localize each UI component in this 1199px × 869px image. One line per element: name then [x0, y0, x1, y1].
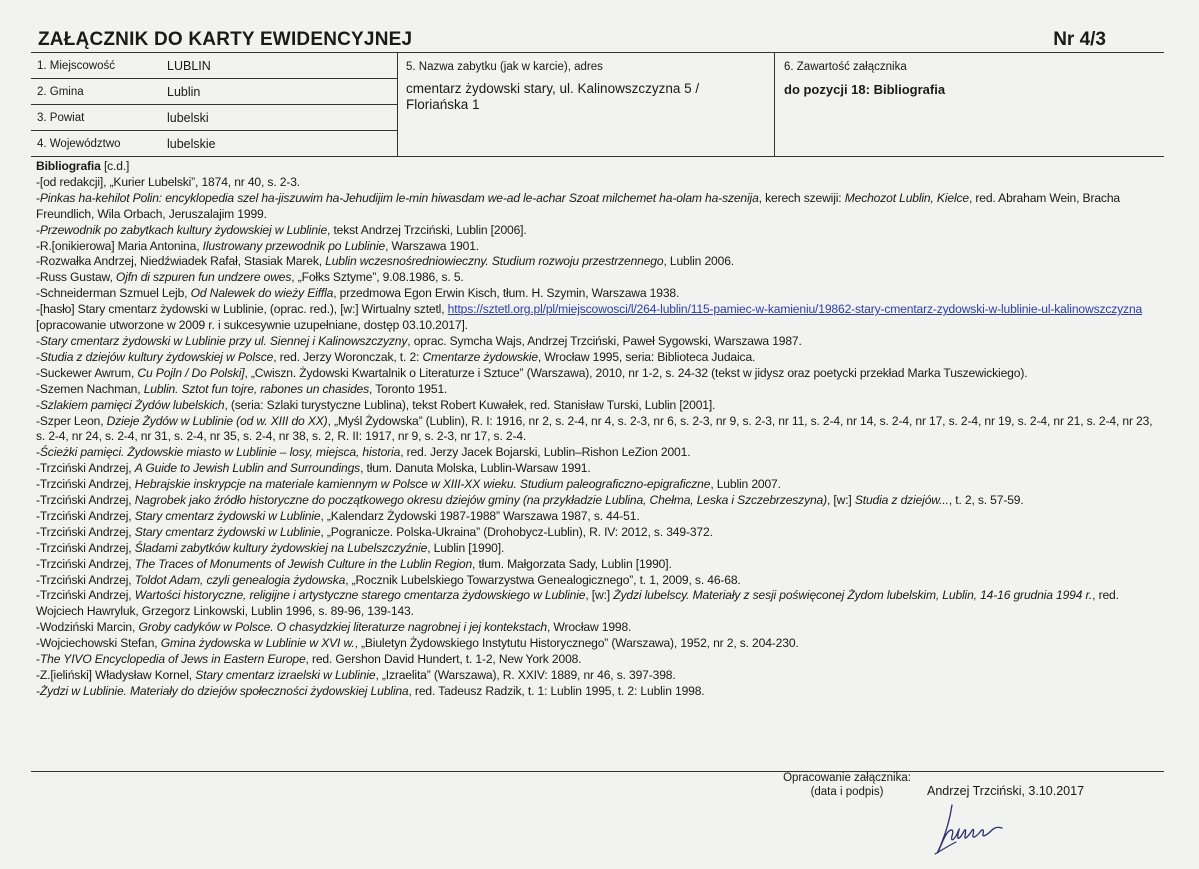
field-gmina [31, 79, 397, 105]
bibliography-title: Lublin wczesnośredniowieczny. Studium rozwoju przestrzennego [325, 254, 664, 269]
bibliography-text: , tłum. Małgorzata Sady, Lublin [1990]. [472, 556, 672, 571]
bibliography-entry [36, 541, 1160, 557]
bibliography-title: Stary cmentarz żydowski w Lublinie [134, 524, 321, 539]
bibliography-text: , red. Wojciech Hawryluk, Grzegorz Linkowski, Lublin 1996, s. 89-96, 139-143. [36, 588, 1119, 619]
bibliography-text: , Warszawa 1901. [385, 238, 480, 253]
bibliography-entry [36, 461, 1160, 477]
bibliography-title: The Traces of Monuments of Jewish Culture in the Lublin Region [134, 556, 473, 571]
bibliography-title: The YIVO Encyclopedia of Jews in Eastern Europe [39, 652, 306, 667]
bibliography-text: - [36, 397, 40, 412]
bibliography-entry [36, 557, 1160, 573]
bibliography-text: , red. Gershon David Hundert, t. 1-2, New York 2008. [305, 652, 582, 667]
bibliography-title: Śladami zabytków kultury żydowskiej na Lubelszczyźnie [134, 540, 428, 555]
bibliography-text: -[od redakcji], „Kurier Lubelski”, 1874, nr 40, s. 2-3. [36, 174, 300, 189]
bibliography-text: , „Pogranicze. Polska-Ukraina” (Drohobycz-Lublin), R. IV: 2012, s. 349-372. [320, 524, 713, 539]
bibliography-text: -Trzciński Andrzej, [36, 540, 135, 555]
bibliography-title: Od Nalewek do wieży Eiffla [190, 286, 334, 301]
signature-stroke [937, 805, 1002, 853]
bibliography-text: , red. Jerzy Jacek Bojarski, Lublin–Rishon LeZion 2001. [400, 445, 691, 460]
bibliography-title: Groby cadyków w Polsce. O chasydzkiej literaturze nagrobnej i jej kontekstach [138, 620, 548, 635]
bibliography-text: , oprac. Symcha Wajs, Andrzej Trzciński, Paweł Sygowski, Warszawa 1987. [407, 333, 802, 348]
bibliography-text: , przedmowa Egon Erwin Kisch, tłum. H. Szymin, Warszawa 1938. [333, 286, 680, 301]
bibliography-text: -R.[onikierowa] Maria Antonina, [36, 238, 203, 253]
handwritten-signature [930, 800, 1030, 860]
document-number: Nr 4/3 [1053, 29, 1106, 50]
bibliography-entry [36, 652, 1160, 668]
bibliography-title: Toldot Adam, czyli genealogia żydowska [134, 572, 346, 587]
bibliography-entry [36, 398, 1160, 414]
bibliography-title: Ilustrowany przewodnik po Lublinie [202, 238, 386, 253]
bibliography-title: Cu Pojln / Do Polski] [137, 365, 245, 380]
field-label: 2. Gmina [37, 86, 84, 98]
field-value: do pozycji 18: Bibliografia [784, 82, 946, 97]
field-powiat [31, 105, 397, 131]
bibliography-text: -Rozwałka Andrzej, Niedźwiadek Rafał, Stasiak Marek, [36, 254, 326, 269]
bibliography-title: Hebrajskie inskrypcje na materiale kamiennym w Polsce w XIII-XX wieku. Studium paleograficzno-epigraficzne [134, 477, 711, 492]
bibliography-text: -Suckewer Awrum, [36, 365, 138, 380]
bibliography-text: -[hasło] Stary cmentarz żydowski w Lublinie, (oprac. red.), [w:] Wirtualny sztetl, [36, 302, 448, 317]
bibliography-entry [36, 636, 1160, 652]
field-label: 6. Zawartość załącznika [784, 61, 907, 73]
field-label: 5. Nazwa zabytku (jak w karcie), adres [406, 61, 603, 73]
field-miejscowosc [31, 53, 397, 79]
bibliography-text: , „Cwiszn. Żydowski Kwartalnik o Literaturze i Sztuce” (Warszawa), 2010, nr 1-2, s. 24-32 (tekst w jidysz oraz poetycki przekład Marka Tuszewickiego). [244, 365, 1028, 380]
bibliography-text: , Lublin 2007. [710, 477, 781, 492]
bibliography-entry [36, 445, 1160, 461]
bibliography-entry [36, 684, 1160, 700]
field-value: Lublin [167, 85, 201, 99]
bibliography-title: Cmentarze żydowskie [422, 349, 538, 364]
bibliography-text: , [w:] [827, 493, 855, 508]
bibliography-title: Stary cmentarz żydowski w Lublinie przy ul. Siennej i Kalinowszczyzny [39, 333, 408, 348]
bibliography-section [36, 159, 1160, 700]
bibliography-entry [36, 668, 1160, 684]
bibliography-text: , Lublin [1990]. [427, 540, 505, 555]
bibliography-entry [36, 270, 1160, 286]
bibliography-text: - [36, 683, 40, 698]
bibliography-text: , „Fołks Sztyme”, 9.08.1986, s. 5. [291, 270, 464, 285]
footer-author-date: Andrzej Trzciński, 3.10.2017 [927, 784, 1085, 798]
field-wojewodztwo [31, 131, 397, 157]
bibliography-title: Szlakiem pamięci Żydów lubelskich [39, 397, 225, 412]
bibliography-text: -Wodziński Marcin, [36, 620, 139, 635]
bibliography-entry [36, 254, 1160, 270]
footer-label [783, 771, 911, 799]
bibliography-text: , [w:] [585, 588, 614, 603]
bibliography-text: , red. Jerzy Woronczak, t. 2: [273, 349, 423, 364]
bibliography-text: , „Biuletyn Żydowskiego Instytutu Historycznego” (Warszawa), 1952, nr 2, s. 204-230. [354, 636, 799, 651]
bibliography-text: -Trzciński Andrzej, [36, 477, 135, 492]
bibliography-text: -Trzciński Andrzej, [36, 588, 135, 603]
location-fields [31, 53, 398, 157]
field-zawartosc [775, 53, 1164, 157]
bibliography-entry [36, 191, 1160, 223]
bibliography-text: , „Izraelita” (Warszawa), R. XXIV: 1889, nr 46, s. 397-398. [375, 668, 676, 682]
bibliography-entry [36, 350, 1160, 366]
field-value: cmentarz żydowski stary, ul. Kalinowszczyzna 5 / Floriańska 1 [406, 81, 700, 112]
bibliography-list [36, 175, 1160, 700]
bibliography-entry [36, 493, 1160, 509]
bibliography-text: [opracowanie utworzone w 2009 r. i sukcesywnie uzupełniane, dostęp 03.10.2017]. [36, 318, 468, 333]
bibliography-entry [36, 525, 1160, 541]
bibliography-text: -Trzciński Andrzej, [36, 524, 135, 539]
bibliography-entry [36, 334, 1160, 350]
signature-stroke [935, 842, 956, 854]
header-table [31, 53, 1164, 157]
bibliography-title: Wartości historyczne, religijne i artystyczne starego cmentarza żydowskiego w Lublinie [134, 588, 586, 603]
bibliography-text: , Wrocław 1995, seria: Biblioteca Judaica. [537, 349, 756, 364]
bibliography-title: Pinkas ha-kehilot Polin: encyklopedia szel ha-jiszuwim ha-Jehudijim le-min hiwasdam we-ad le-achar Szoat milchemet ha-olam ha-szenija [39, 190, 759, 205]
bibliography-text: -Trzciński Andrzej, [36, 556, 135, 571]
bibliography-entry [36, 477, 1160, 493]
bibliography-title: Lublin. Sztot fun tojre, rabones un chasides [143, 381, 370, 396]
bibliography-entry [36, 588, 1160, 620]
bibliography-entry [36, 223, 1160, 239]
bibliography-text: , „Rocznik Lubelskiego Towarzystwa Genealogicznego”, t. 1, 2009, s. 46-68. [345, 572, 741, 587]
bibliography-text: , Wrocław 1998. [547, 620, 632, 635]
field-value: lubelskie [167, 137, 216, 151]
document-title: ZAŁĄCZNIK DO KARTY EWIDENCYJNEJ [38, 29, 413, 50]
bibliography-text: , tekst Andrzej Trzciński, Lublin [2006]. [327, 222, 527, 237]
bibliography-text: , red. Tadeusz Radzik, t. 1: Lublin 1995, t. 2: Lublin 1998. [408, 683, 705, 698]
bibliography-text: -Szper Leon, [36, 413, 107, 428]
bibliography-entry [36, 382, 1160, 398]
bibliography-entry [36, 366, 1160, 382]
bibliography-entry [36, 620, 1160, 636]
field-label: 1. Miejscowość [37, 60, 115, 72]
bibliography-link[interactable]: https://sztetl.org.pl/pl/miejscowosci/l/264-lublin/115-pamiec-w-kamieniu/19862-stary-cmentarz-zydowski-w-lublinie-ul-kalinowszczyzna [447, 302, 1143, 317]
footer-label-line1: Opracowanie załącznika: [783, 772, 911, 784]
bibliography-title: Stary cmentarz izraelski w Lublinie [195, 668, 376, 682]
bibliography-entry [36, 175, 1160, 191]
bibliography-heading [36, 159, 1160, 175]
bibliography-text: -Trzciński Andrzej, [36, 493, 135, 508]
bibliography-text: - [36, 349, 40, 364]
bibliography-text: -Z.[ieliński] Władysław Kornel, [36, 668, 196, 682]
bibliography-text: , Toronto 1951. [369, 381, 448, 396]
bibliography-entry [36, 239, 1160, 255]
field-label: 3. Powiat [37, 112, 85, 124]
bibliography-text: , t. 2, s. 57-59. [948, 493, 1024, 508]
bibliography-text: - [36, 652, 40, 667]
bibliography-entry [36, 286, 1160, 302]
bibliography-text: - [36, 445, 40, 460]
footer-label-line2: (data i podpis) [810, 786, 884, 798]
bibliography-text: -Trzciński Andrzej, [36, 572, 135, 587]
bibliography-text: -Wojciechowski Stefan, [36, 636, 161, 651]
bibliography-text: , Lublin 2006. [663, 254, 734, 269]
bibliography-text: -Trzciński Andrzej, [36, 508, 135, 523]
bibliography-title: Przewodnik po zabytkach kultury żydowskiej w Lublinie [39, 222, 328, 237]
bibliography-entry [36, 573, 1160, 589]
bibliography-title: A Guide to Jewish Lublin and Surroundings [134, 461, 361, 476]
bibliography-entry [36, 302, 1160, 334]
bibliography-heading-text: Bibliografia [36, 159, 101, 173]
bibliography-title: Dzieje Żydów w Lublinie (od w. XIII do XX) [106, 413, 328, 428]
bibliography-text: -Szemen Nachman, [36, 381, 144, 396]
bibliography-title: Studia z dziejów kultury żydowskiej w Polsce [39, 349, 274, 364]
field-value: lubelski [167, 111, 209, 125]
bibliography-text: , red. Abraham Wein, Bracha Freundlich, Wila Orbach, Jeruszalajim 1999. [36, 190, 1120, 221]
bibliography-title: Ojfn di szpuren fun undzere owes [115, 270, 292, 285]
bibliography-text: , „Myśl Żydowska” (Lublin), R. I: 1916, nr 2, s. 2-4, nr 4, s. 2-3, nr 6, s. 2-3, nr 9, s. 2-3, nr 11, s. 2-4, nr 14, s. 2-4, nr 17, s. 2-4, nr 19, s. 2-4, nr 21, s. 2-4, nr 23, s. 2-4, nr 24, s. 2-4, nr 31, s. 2-4, nr 35, s. 2-4, nr 38, s. 2, R. II: 1917, nr 9, s. 2-3, nr 17, s. 2-4. [36, 413, 1153, 444]
field-label: 4. Województwo [37, 138, 121, 150]
bibliography-title: Ścieżki pamięci. Żydowskie miasto w Lublinie – losy, miejsca, historia [39, 445, 401, 460]
field-value: LUBLIN [167, 59, 211, 73]
bibliography-text: -Trzciński Andrzej, [36, 461, 135, 476]
bibliography-title: Stary cmentarz żydowski w Lublinie [134, 508, 321, 523]
bibliography-text: , (seria: Szlaki turystyczne Lublina), tekst Robert Kuwałek, red. Stanisław Turski, Lublin [2001]. [224, 397, 716, 412]
bibliography-text: , tłum. Danuta Molska, Lublin-Warsaw 1991. [360, 461, 591, 476]
bibliography-title: Studia z dziejów... [854, 493, 949, 508]
bibliography-title: Żydzi w Lublinie. Materiały do dziejów społeczności żydowskiej Lublina [39, 683, 409, 698]
bibliography-heading-suffix: [c.d.] [103, 159, 130, 173]
bibliography-entry [36, 414, 1160, 446]
field-nazwa [398, 53, 775, 157]
bibliography-text: -Schneiderman Szmuel Lejb, [36, 286, 191, 301]
bibliography-title: Gmina żydowska w Lublinie w XVI w. [160, 636, 355, 651]
bibliography-title: Żydzi lubelscy. Materiały z sesji poświęconej Żydom lubelskim, Lublin, 14-16 grudnia 1994 r. [613, 588, 1093, 603]
bibliography-title: Mechozot Lublin, Kielce [844, 190, 969, 205]
bibliography-text: - [36, 190, 40, 205]
bibliography-text: , kerech szewiji: [758, 190, 845, 205]
bibliography-text: - [36, 333, 40, 348]
bibliography-entry [36, 509, 1160, 525]
bibliography-text: , „Kalendarz Żydowski 1987-1988” Warszawa 1987, s. 44-51. [320, 508, 640, 523]
bibliography-text: - [36, 222, 40, 237]
bibliography-title: Nagrobek jako źródło historyczne do początkowego okresu dziejów gminy (na przykładzie Lublina, Chełma, Leska i Szczebrzeszyna) [134, 493, 827, 508]
bibliography-text: -Russ Gustaw, [36, 270, 116, 285]
